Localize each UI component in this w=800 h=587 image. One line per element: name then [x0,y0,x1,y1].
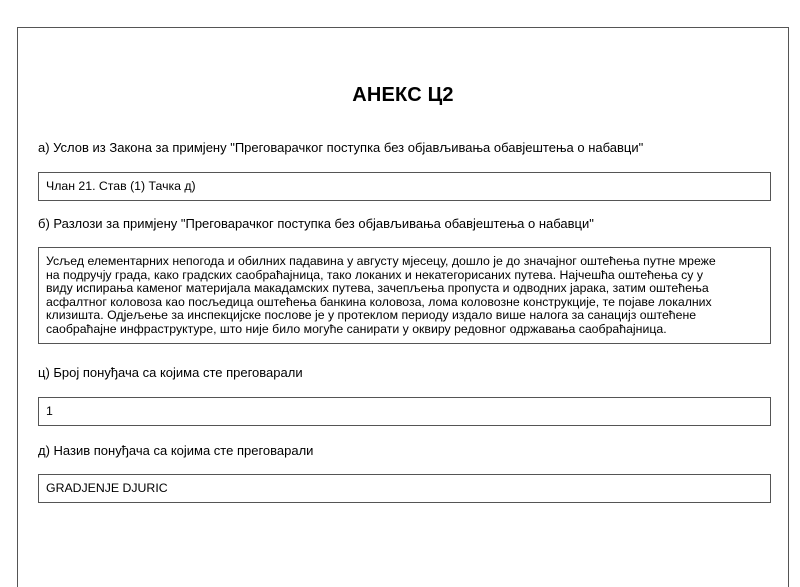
section-a-label: а) Услов из Закона за примјену "Преговарачког поступка без објављивања обавјештења о набавци" [38,140,644,155]
section-b-label: б) Разлози за примјену "Преговарачког поступка без објављивања обавјештења о набавци" [38,216,594,231]
section-c-label: ц) Број понуђача са којима сте преговарали [38,365,303,380]
section-a-field: Члан 21. Став (1) Тачка д) [38,172,771,201]
section-c-field: 1 [38,397,771,426]
section-d-field: GRADJENJE DJURIC [38,474,771,503]
document-page [17,27,789,587]
section-b-field: Усљед елементарних непогода и обилних падавина у августу мјесецу, дошло је до значајног оштећења путне мреже на подручју града, како градских саобраћајница, тако локаних и некатегорисаних путева. Најчешћа оштећења су у виду испирања каменог материјала макадамских путева, зачепљења пропуста и одводних јарака, затим оштећења асфалтног коловоза као посљедица оштећења банкина коловоза, лома коловозне конструкције, те појаве локалних клизишта. Одјељење за инспекцијске послове је у протеклом периоду издало више налога за санацијз оштећене саобраћајне инфраструктуре, што није било могуће санирати у оквиру редовног одржавања саобраћајница. [38,247,771,344]
section-d-label: д) Назив понуђача са којима сте преговарали [38,443,314,458]
page-title: АНЕКС Ц2 [352,84,454,106]
